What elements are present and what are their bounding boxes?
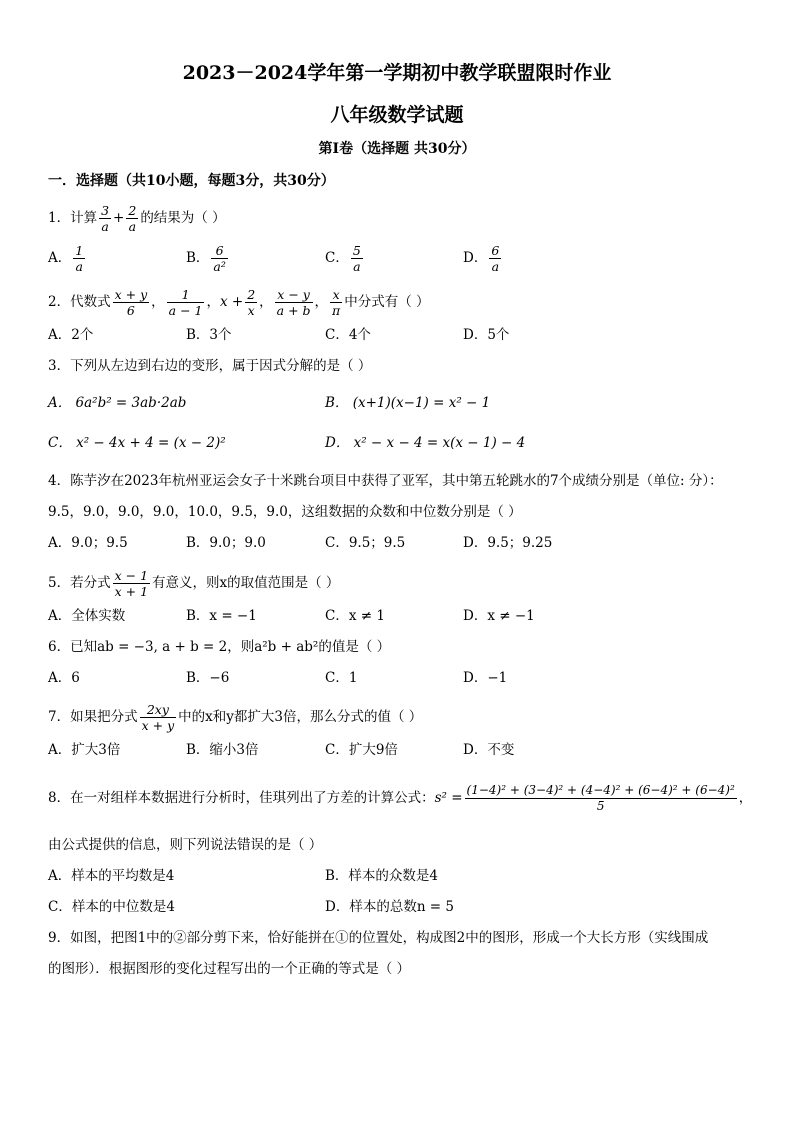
exam-subtitle: 八年级数学试题: [330, 104, 464, 126]
q1-option-c: C． $\frac{5}{a}$: [325, 243, 361, 274]
q4-option-b: B．9.0；9.0: [186, 535, 266, 551]
q4-option-d: D．9.5；9.25: [463, 535, 553, 551]
section-heading: 一．选择题（共10小题，每题3分，共30分）: [48, 173, 335, 189]
q6-option-b: B．−6: [186, 670, 230, 686]
question-4-stem-line-2: 9.5，9.0，9.0，9.0，10.0，9.5，9.0，这组数据的众数和中位数分别是（ ）: [48, 504, 522, 520]
q1-option-d: D． $\frac{6}{a}$: [463, 243, 500, 274]
q4-option-a: A．9.0；9.5: [48, 535, 128, 551]
q7-option-b: B．缩小3倍: [186, 742, 259, 758]
question-3-stem: 3．下列从左边到右边的变形，属于因式分解的是（ ）: [48, 358, 372, 374]
q2-option-a: A．2个: [48, 327, 94, 343]
q3-option-c: C． x² − 4x + 4 = (x − 2)²: [48, 435, 226, 451]
volume-heading: 第Ⅰ卷（选择题 共30分）: [318, 141, 476, 157]
q5-option-b: B．x = −1: [186, 608, 257, 624]
q6-option-d: D．−1: [463, 670, 508, 686]
question-8-stem-line-2: 由公式提供的信息，则下列说法错误的是（ ）: [48, 837, 323, 853]
q1-fraction-2: $\frac{2}{a}$: [128, 203, 137, 234]
question-1-stem: [48, 203, 226, 234]
q3-option-b: B． (x+1)(x−1) = x² − 1: [325, 395, 491, 411]
q8-option-c: C．样本的中位数是4: [48, 899, 175, 915]
q1-fraction-1: $\frac{3}{a}$: [101, 203, 110, 234]
q2-option-c: C．4个: [325, 327, 371, 343]
question-2-stem: 2．代数式 $\frac{x + y}{6}$ ， $\frac{1}{a - 1}$ ，x + $\frac{2}{x}$ ， $\frac{x - y}{a + b}$ ， $\frac{x}{\pi}$ 中分式有（ ）: [48, 287, 430, 318]
q6-option-a: A．6: [48, 670, 80, 686]
q1-option-a: A． $\frac{1}{a}$: [48, 243, 84, 274]
q2-option-d: D．5个: [463, 327, 510, 343]
question-4-stem-line-1: 4．陈芋汐在2023年杭州亚运会女子十米跳台项目中获得了亚军，其中第五轮跳水的7个成绩分别是（单位: 分）：: [48, 473, 723, 489]
q6-option-c: C．1: [325, 670, 358, 686]
q7-option-a: A．扩大3倍: [48, 742, 121, 758]
q4-option-c: C．9.5；9.5: [325, 535, 406, 551]
q1-prefix: 1．计算: [48, 210, 98, 226]
exam-title: 2023－2024学年第一学期初中教学联盟限时作业: [182, 62, 612, 84]
q8-variance-formula: $\frac{\text{(1−4)² + (3−4)² + (4−4)² + (6−4)² + (6−4)²}}{5}$: [466, 783, 735, 813]
q3-option-d: D． x² − x − 4 = x(x − 1) − 4: [325, 435, 526, 451]
question-9-stem-line-1: 9．如图，把图1中的②部分剪下来，恰好能拼在①的位置处，构成图2中的图形，形成一个大长方形（实线围成: [48, 930, 709, 946]
q7-option-c: C．扩大9倍: [325, 742, 398, 758]
q8-option-a: A．样本的平均数是4: [48, 868, 175, 884]
question-7-stem: 7．如果把分式 $\frac{2xy}{x + y}$ 中的x和y都扩大3倍，那么分式的值（ ）: [48, 702, 423, 733]
question-9-stem-line-2: 的图形）．根据图形的变化过程写出的一个正确的等式是（ ）: [48, 961, 411, 977]
q1-option-b: B． $\frac{6}{\text{a²}}$: [186, 243, 226, 274]
q1-plus: +: [113, 210, 125, 226]
q5-option-c: C．x ≠ 1: [325, 608, 385, 624]
q7-option-d: D．不变: [463, 742, 515, 758]
question-5-stem: 5．若分式 $\frac{x - 1}{x + 1}$ 有意义，则x的取值范围是（ ）: [48, 568, 340, 599]
q1-suffix: 的结果为（ ）: [140, 210, 226, 226]
question-6-stem: 6．已知ab = −3, a + b = 2，则a²b + ab²的值是（ ）: [48, 639, 391, 655]
q5-option-a: A．全体实数: [48, 608, 126, 624]
q8-option-b: B．样本的众数是4: [325, 868, 439, 884]
q2-option-b: B．3个: [186, 327, 232, 343]
question-8-stem-line-1: 8．在一对组样本数据进行分析时，佳琪列出了方差的计算公式：s² = $\frac{\text{(1−4)² + (3−4)² + (4−4)² + (6−4)² + (6−4)²}}{5}$ ，: [48, 783, 753, 813]
q5-option-d: D．x ≠ −1: [463, 608, 535, 624]
q3-option-a: A． 6a²b² = 3ab·2ab: [48, 395, 187, 411]
q8-option-d: D．样本的总数n = 5: [325, 899, 455, 915]
